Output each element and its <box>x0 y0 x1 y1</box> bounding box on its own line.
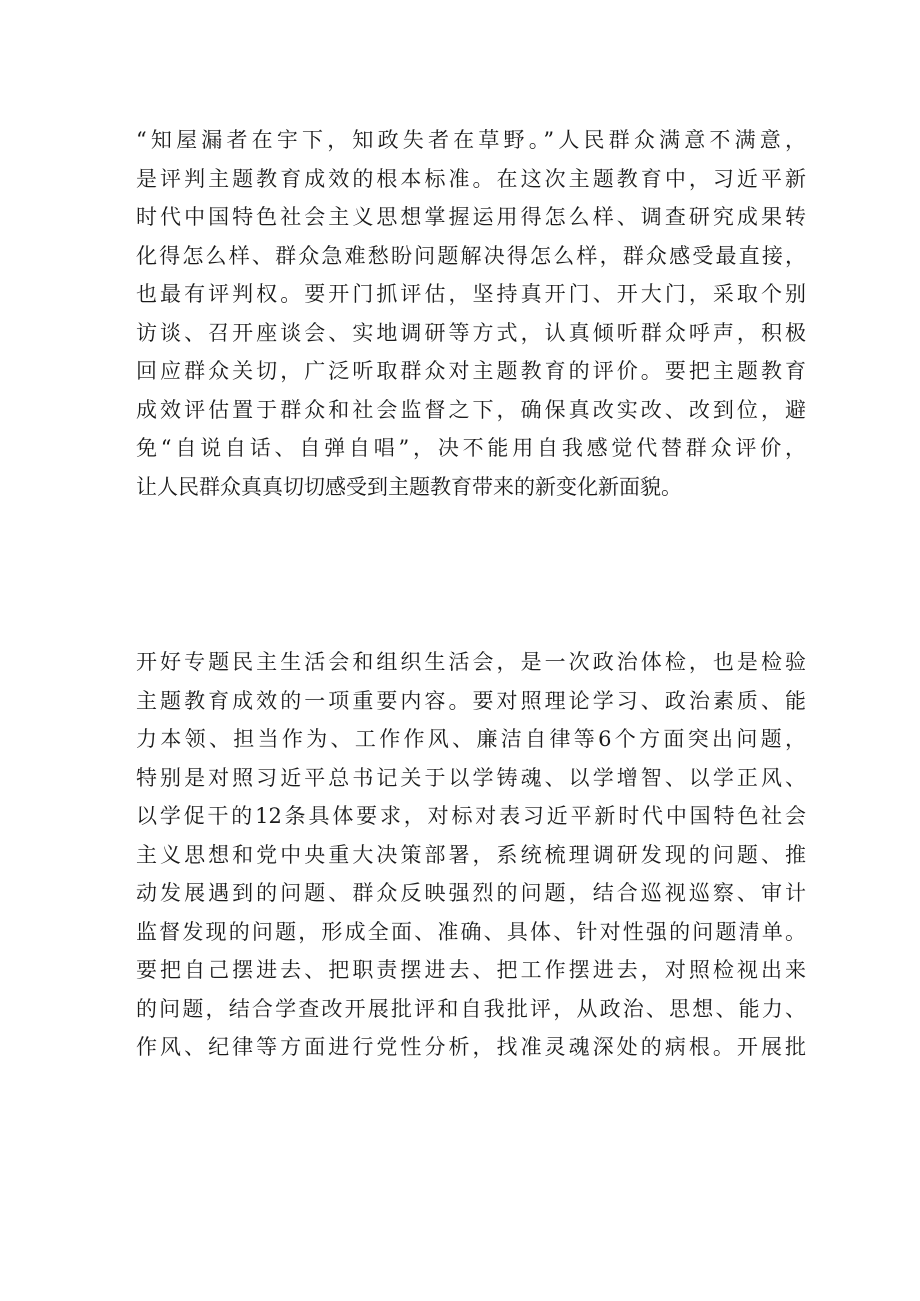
text-line: 访谈、召开座谈会、实地调研等方式，认真倾听群众呼声，积极 <box>136 320 806 345</box>
text-line: 开好专题民主生活会和组织生活会，是一次政治体检，也是检验 <box>136 650 806 674</box>
text-line: 主义思想和党中央重大决策部署，系统梳理调研发现的问题、推 <box>136 842 806 867</box>
text-line: 化得怎么样、群众急难愁盼问题解决得怎么样，群众感受最直接， <box>136 243 806 268</box>
paragraph-evaluation <box>136 121 806 506</box>
text-line: 成效评估置于群众和社会监督之下，确保真改实改、改到位，避 <box>136 397 806 422</box>
text-line: 特别是对照习近平总书记关于以学铸魂、以学增智、以学正风、 <box>136 765 806 790</box>
text-line: 力本领、担当作为、工作作风、廉洁自律等6个方面突出问题， <box>136 727 806 751</box>
text-line: 动发展遇到的问题、群众反映强烈的问题，结合巡视巡察、审计 <box>136 881 806 905</box>
text-line: 回应群众关切，广泛听取群众对主题教育的评价。要把主题教育 <box>136 359 806 383</box>
text-line: 监督发现的问题，形成全面、准确、具体、针对性强的问题清单。 <box>136 919 806 944</box>
text-line: 作风、纪律等方面进行党性分析，找准灵魂深处的病根。开展批 <box>136 1035 806 1059</box>
text-line: 让人民群众真真切切感受到主题教育带来的新变化新面貌。 <box>136 474 682 499</box>
text-line: 主题教育成效的一项重要内容。要对照理论学习、政治素质、能 <box>136 688 806 713</box>
text-line: 时代中国特色社会主义思想掌握运用得怎么样、调查研究成果转 <box>136 205 806 229</box>
text-line: 免“自说自话、自弹自唱”，决不能用自我感觉代替群众评价， <box>136 436 806 460</box>
paragraph-life-meeting <box>136 643 806 1067</box>
text-line: 的问题，结合学查改开展批评和自我批评，从政治、思想、能力、 <box>136 996 806 1021</box>
text-line: 要把自己摆进去、把职责摆进去、把工作摆进去，对照检视出来 <box>136 958 806 982</box>
text-line: “知屋漏者在宇下，知政失者在草野。”人民群众满意不满意， <box>136 128 806 152</box>
text-line: 以学促干的12条具体要求，对标对表习近平新时代中国特色社会 <box>136 804 806 828</box>
text-line: 是评判主题教育成效的根本标准。在这次主题教育中，习近平新 <box>136 166 806 191</box>
text-line: 也最有评判权。要开门抓评估，坚持真开门、开大门，采取个别 <box>136 282 806 306</box>
